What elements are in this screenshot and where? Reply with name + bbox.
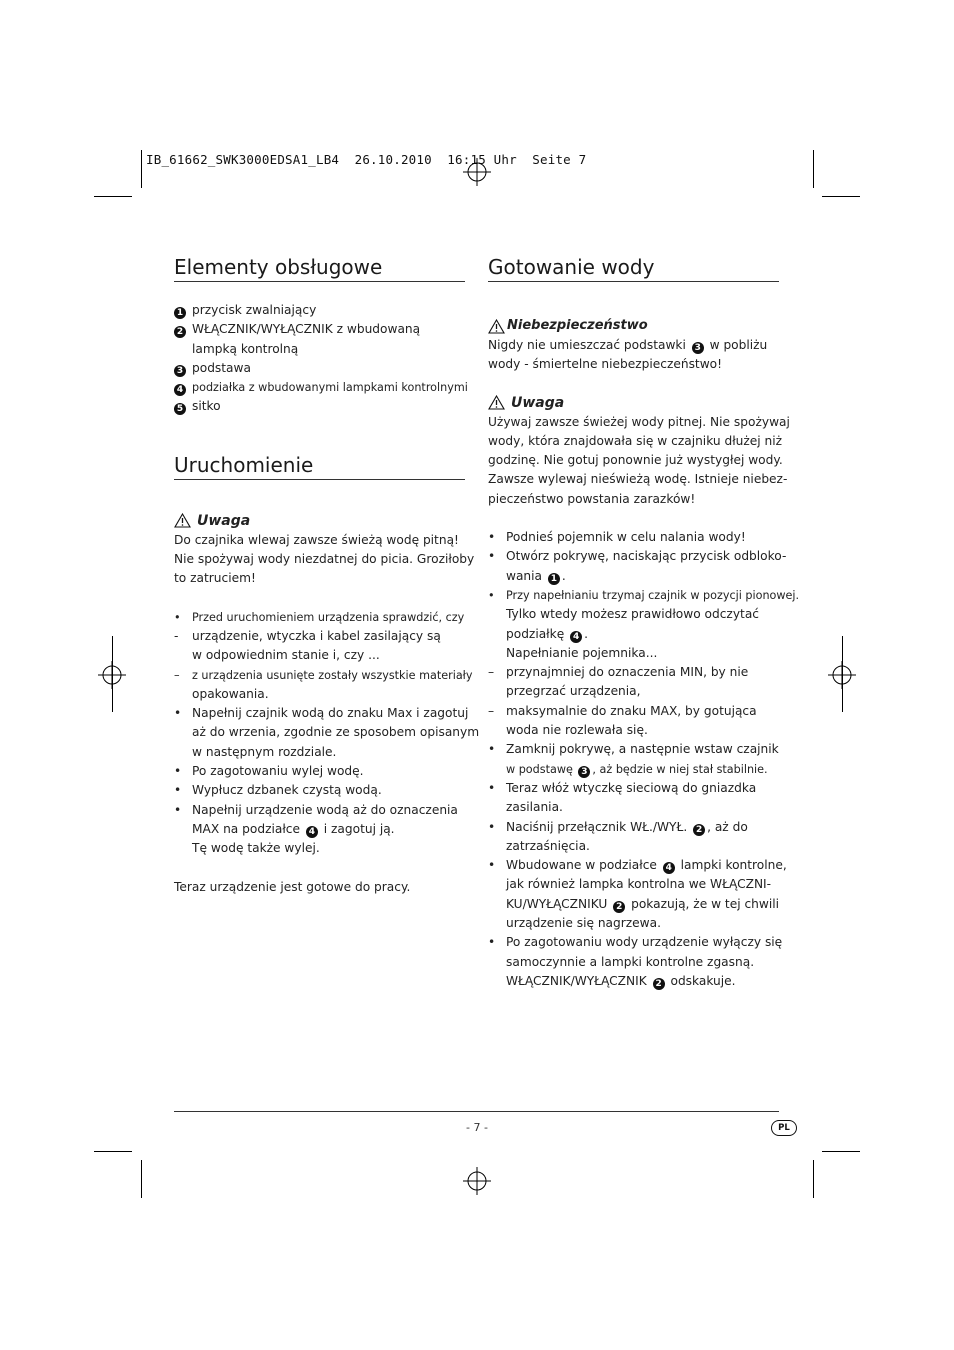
parts-item: 2 WŁĄCZNIK/WYŁĄCZNIK z wbudowaną: [174, 320, 465, 339]
warning-text: Używaj zawsze świeżej wody pitnej. Nie spożywaj wody, która znajdowała się w czajniku dłużej niż godzinę. Nie gotuj ponownie już wystygłej wody. Zawsze wylewaj nieświeżą wodę. Istnieje niebez- pieczeństwo powstania zarazków!: [488, 414, 790, 506]
startup-steps: [174, 608, 480, 859]
step-line: urządzenie się nagrzewa.: [506, 916, 661, 931]
bullet-marker: •: [488, 780, 496, 795]
part-number-badge: 1: [548, 573, 560, 585]
bullet-marker: •: [488, 935, 496, 950]
step-line: podziałkę 4 .: [506, 626, 588, 642]
bullet-marker: •: [488, 530, 496, 545]
step-line: wania 1 .: [506, 568, 566, 584]
step-line: • Napełnij urządzenie wodą aż do oznaczenia: [174, 801, 465, 820]
left-column: [174, 255, 480, 897]
bullet-marker: •: [488, 819, 496, 834]
page-number: - 7 -: [466, 1121, 488, 1134]
bullet-marker: •: [488, 742, 496, 757]
bullet-marker: •: [174, 610, 181, 624]
danger-heading: Niebezpieczeństwo: [488, 316, 779, 336]
step-line: • Zamknij pokrywę, a następnie wstaw czajnik: [488, 740, 779, 759]
warning-block: [174, 511, 475, 589]
warning-heading: Uwaga: [488, 393, 779, 413]
step-line: • Wypłucz dzbanek czystą wodą.: [174, 781, 465, 800]
footer-rule: [174, 1111, 779, 1112]
bullet-marker: •: [174, 783, 182, 798]
section-title-boiling: Gotowanie wody: [488, 255, 779, 282]
bullet-marker: –: [174, 668, 180, 682]
warning-text: Do czajnika wlewaj zawsze świeżą wodę pitną! Nie spożywaj wody niezdatnej do picia. Groziłoby to zatruciem!: [174, 532, 475, 586]
bullet-marker: •: [174, 802, 182, 817]
step-line: – przynajmniej do oznaczenia MIN, by nie: [488, 663, 779, 682]
warning-triangle-icon: [488, 319, 505, 334]
step-line: WŁĄCZNIK/WYŁĄCZNIK 2 odskakuje.: [506, 973, 736, 989]
step-line: • Po zagotowaniu wylej wodę.: [174, 762, 465, 781]
boiling-steps: [488, 528, 800, 991]
part-number-badge: 4: [306, 826, 318, 838]
parts-list: [174, 301, 468, 417]
warning-triangle-icon: [174, 513, 191, 528]
step-line: samoczynnie a lampki kontrolne zgasną.: [506, 954, 755, 969]
step-line: MAX na podziałce 4 i zagotuj ją.: [192, 821, 395, 837]
bullet-marker: -: [174, 628, 179, 643]
step-line: aż do wrzenia, zgodnie ze sposobem opisanym: [192, 725, 480, 740]
parts-item: 5 sitko: [174, 397, 465, 416]
step-line: • Po zagotowaniu wody urządzenie wyłączy się: [488, 933, 779, 952]
parts-item: 1 przycisk zwalniający: [174, 301, 465, 320]
warning-triangle-icon: [488, 395, 505, 410]
crop-mark: [94, 1151, 132, 1152]
step-line: Napełnianie pojemnika...: [506, 645, 658, 660]
step-line: • Napełnij czajnik wodą do znaku Max i zagotuj: [174, 704, 465, 723]
step-line: przegrzać urządzenia,: [506, 684, 641, 699]
bullet-marker: •: [488, 858, 496, 873]
warning-heading: Uwaga: [174, 511, 465, 531]
bullet-marker: •: [488, 588, 495, 602]
step-line: • Podnieś pojemnik w celu nalania wody!: [488, 528, 779, 547]
step-line: jak również lampka kontrolna we WŁĄCZNI-: [506, 877, 772, 892]
bullet-marker: •: [174, 706, 182, 721]
parts-item: 3 podstawa: [174, 359, 465, 378]
parts-item: 4 podziałka z wbudowanymi lampkami kontrolnymi: [174, 378, 465, 397]
step-line: woda nie rozlewała się.: [506, 723, 648, 738]
step-line: zasilania.: [506, 800, 563, 815]
crop-mark: [141, 1160, 142, 1198]
step-line: w podstawę 3 , aż będzie w niej stał stabilnie.: [506, 762, 768, 777]
step-line: Tę wodę także wylej.: [192, 841, 320, 856]
part-number-badge: 2: [693, 824, 705, 836]
warning-block: [488, 393, 790, 509]
step-line: • Teraz włóż wtyczkę sieciową do gniazdka: [488, 779, 779, 798]
step-line: • Otwórz pokrywę, naciskając przycisk odbloko-: [488, 547, 779, 566]
crop-mark: [842, 636, 843, 712]
ready-text: Teraz urządzenie jest gotowe do pracy.: [174, 879, 411, 894]
part-number-badge: 2: [653, 978, 665, 990]
danger-text: Nigdy nie umieszczać podstawki 3 w pobliżu wody - śmiertelne niebezpieczeństwo!: [488, 338, 768, 372]
step-line: - urządzenie, wtyczka i kabel zasilający są: [174, 627, 465, 646]
step-line: KU/WYŁĄCZNIKU 2 pokazują, że w tej chwili: [506, 896, 780, 912]
crop-mark: [813, 1160, 814, 1198]
step-line: opakowania.: [192, 686, 269, 701]
part-number-badge: 4: [663, 862, 675, 874]
crop-mark: [822, 1151, 860, 1152]
bullet-marker: •: [174, 764, 182, 779]
step-line: • Przy napełnianiu trzymaj czajnik w pozycji pionowej.: [488, 586, 779, 605]
bullet-marker: –: [488, 665, 495, 680]
registration-mark-icon: [463, 1167, 491, 1195]
language-badge: PL: [771, 1120, 797, 1136]
bullet-marker: –: [488, 703, 495, 718]
step-line: Tylko wtedy możesz prawidłowo odczytać: [506, 607, 759, 622]
step-line: – maksymalnie do znaku MAX, by gotująca: [488, 702, 779, 721]
part-number-badge: 2: [613, 901, 625, 913]
crop-mark: [822, 196, 860, 197]
right-column: [488, 255, 800, 991]
printer-slug: IB_61662_SWK3000EDSA1_LB4 26.10.2010 16:15 Uhr Seite 7: [146, 152, 587, 167]
step-line: w następnym rozdziale.: [192, 744, 337, 759]
section-title-controls: Elementy obsługowe: [174, 255, 465, 282]
registration-mark-icon: [463, 158, 491, 186]
crop-mark: [813, 150, 814, 188]
crop-mark: [141, 150, 142, 188]
step-line: zatrzaśnięcia.: [506, 838, 590, 853]
crop-mark: [112, 636, 113, 712]
step-line: w odpowiednim stanie i, czy ...: [192, 648, 380, 663]
part-number-badge: 4: [570, 631, 582, 643]
section-title-startup: Uruchomienie: [174, 453, 465, 480]
step-line: • Przed uruchomieniem urządzenia sprawdzić, czy: [174, 608, 465, 627]
parts-item: lampką kontrolną: [192, 341, 299, 356]
part-number-badge: 3: [578, 766, 590, 778]
step-line: • Naciśnij przełącznik WŁ./WYŁ. 2 , aż do: [488, 818, 779, 837]
danger-block: [488, 316, 779, 375]
crop-mark: [94, 196, 132, 197]
bullet-marker: •: [488, 549, 496, 564]
step-line: • Wbudowane w podziałce 4 lampki kontrolne,: [488, 856, 779, 875]
step-line: – z urządzenia usunięte zostały wszystkie materiały: [174, 666, 465, 685]
